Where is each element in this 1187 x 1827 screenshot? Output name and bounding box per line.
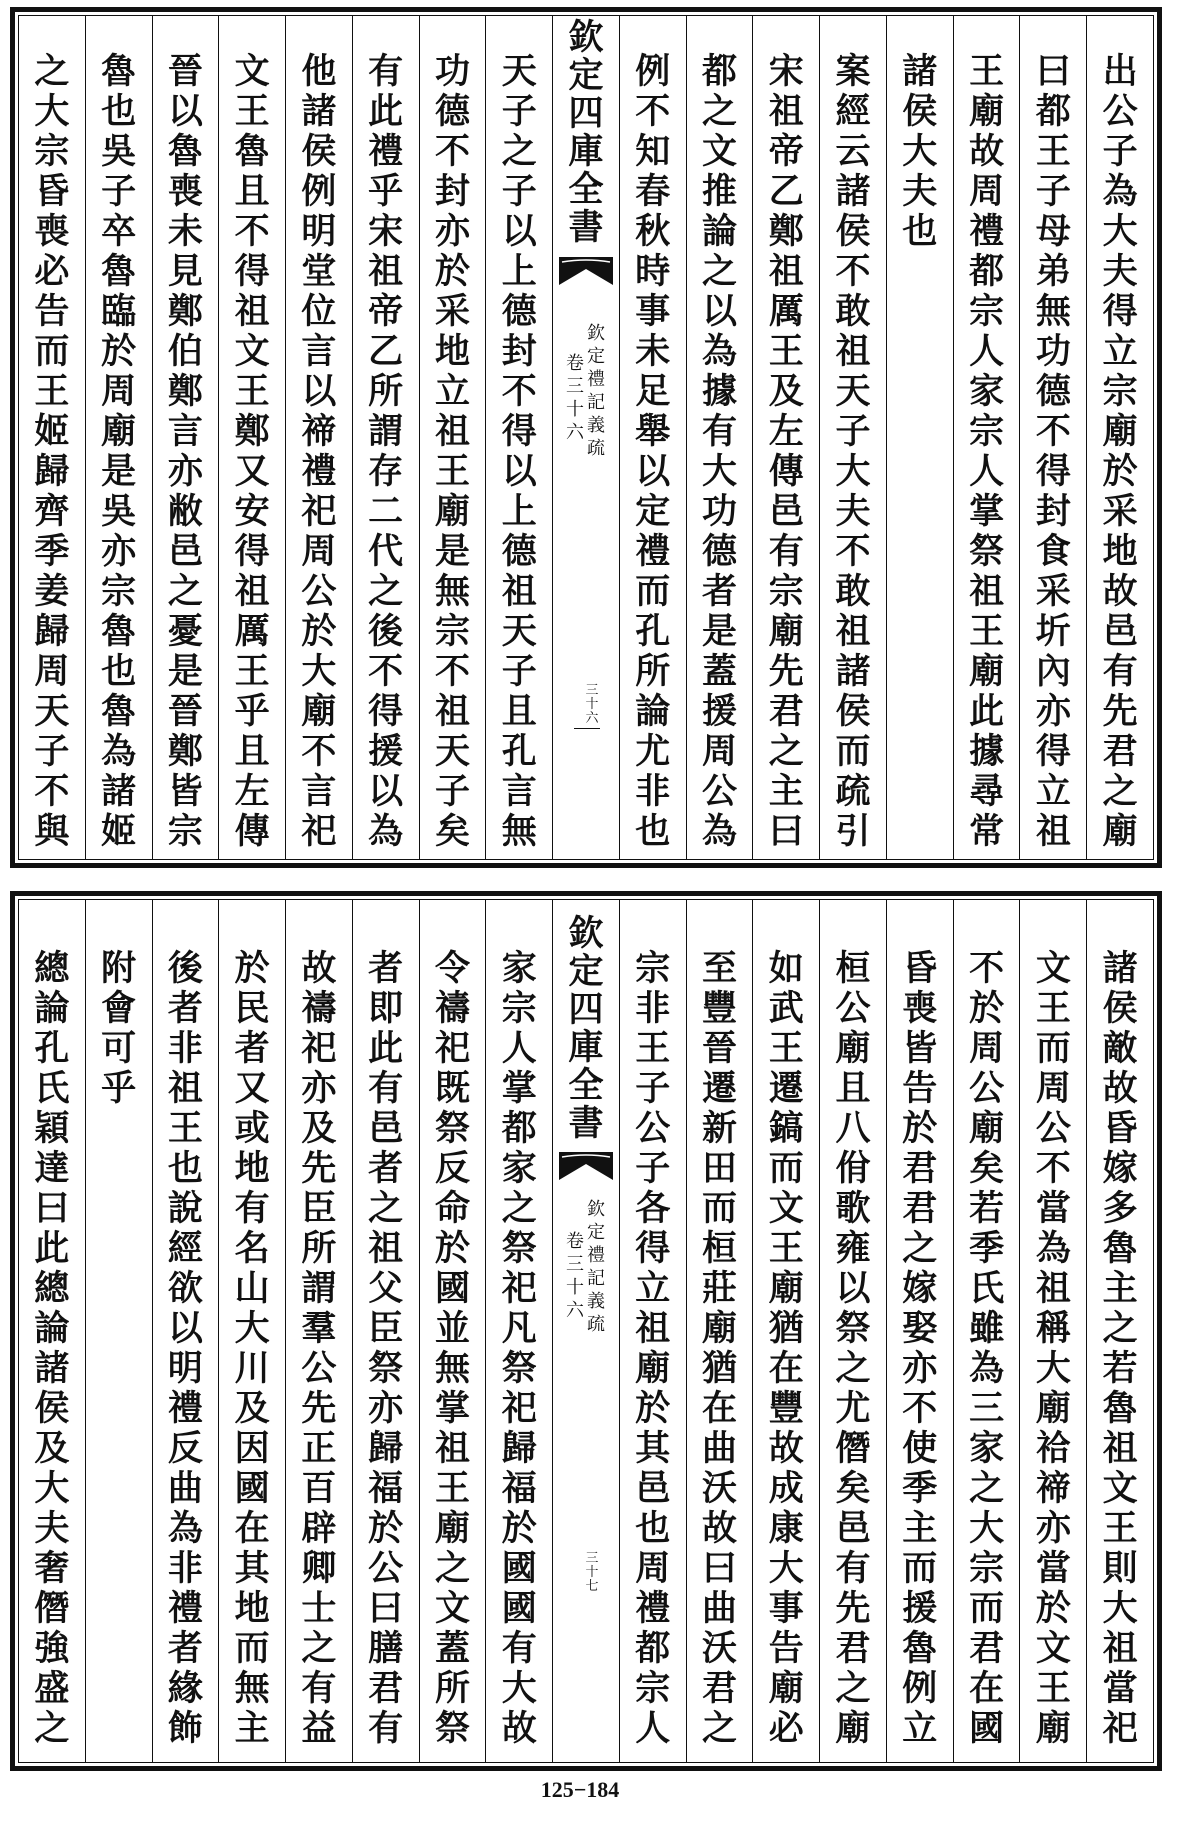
column-text: 故禱祀亦及先臣所謂羣公先正百辟卿士之有益 bbox=[301, 948, 337, 1749]
column-text: 諸侯敵故昏嫁多魯主之若魯祖文王則大祖當祀 bbox=[1102, 948, 1138, 1749]
folio-rule bbox=[574, 728, 600, 729]
column-text: 魯也吳子卒魯臨於周廟是吳亦宗魯也魯為諸姬 bbox=[101, 51, 137, 852]
column-text: 之大宗昏喪必告而王姬歸齊季姜歸周天子不與 bbox=[34, 51, 70, 852]
text-column bbox=[1019, 16, 1086, 859]
text-column bbox=[218, 900, 285, 1762]
juan-number: 卷三十六 bbox=[565, 1231, 584, 1321]
collection-title: 欽定四庫全書 bbox=[568, 17, 604, 248]
column-grid bbox=[18, 15, 1154, 860]
column-text: 宗非王子公子各得立祖廟於其邑也周禮都宗人 bbox=[635, 948, 671, 1749]
text-column bbox=[619, 900, 686, 1762]
column-text: 天子之子以上德封不得以上德祖天子且孔言無 bbox=[501, 51, 537, 852]
page-frame-top bbox=[10, 7, 1162, 868]
work-title: 欽定禮記義疏 bbox=[586, 1199, 605, 1335]
column-text: 令禱祀既祭反命於國並無掌祖王廟之文蓋所祭 bbox=[434, 948, 470, 1749]
folio-number: 三十六 bbox=[585, 683, 599, 726]
column-text: 者即此有邑者之祖父臣祭亦歸福於公曰膳君有 bbox=[368, 948, 404, 1749]
text-column bbox=[285, 900, 352, 1762]
text-column bbox=[85, 900, 152, 1762]
column-text: 他諸侯例明堂位言以禘禮祀周公於大廟不言祀 bbox=[301, 51, 337, 852]
column-text: 案經云諸侯不敢祖天子大夫不敢祖諸侯而疏引 bbox=[835, 51, 871, 852]
text-column bbox=[352, 16, 419, 859]
column-text: 昏喪皆告於君君之嫁娶亦不使季主而援魯例立 bbox=[902, 948, 938, 1749]
column-text: 晉以魯喪未見鄭伯鄭言亦敝邑之憂是晉鄭皆宗 bbox=[167, 51, 203, 852]
column-text: 家宗人掌都家之祭祀凡祭祀歸福於國國有大故 bbox=[501, 948, 537, 1749]
column-text: 總論孔氏穎達曰此總論諸侯及大夫奢僭強盛之 bbox=[34, 948, 70, 1749]
text-column bbox=[886, 900, 953, 1762]
folio-number: 三十七 bbox=[585, 1551, 599, 1594]
text-column bbox=[1086, 16, 1153, 859]
column-text: 文王而周公不當為祖稱大廟祫禘亦當於文王廟 bbox=[1035, 948, 1071, 1749]
column-text: 不於周公廟矣若季氏雖為三家之大宗而君在國 bbox=[969, 948, 1005, 1749]
text-column bbox=[285, 16, 352, 859]
text-column bbox=[819, 16, 886, 859]
column-text: 功德不封亦於采地立祖王廟是無宗不祖天子矣 bbox=[434, 51, 470, 852]
center-column bbox=[552, 16, 619, 859]
text-column bbox=[1019, 900, 1086, 1762]
text-column bbox=[752, 16, 819, 859]
fish-tail-icon bbox=[559, 1152, 613, 1182]
column-text: 都之文推論之以為據有大功德者是蓋援周公為 bbox=[702, 51, 738, 852]
text-column bbox=[686, 16, 753, 859]
column-text: 桓公廟且八佾歌雍以祭之尤僭矣邑有先君之廟 bbox=[835, 948, 871, 1749]
column-text: 有此禮乎宋祖帝乙所謂存二代之後不得援以為 bbox=[368, 51, 404, 852]
text-column bbox=[886, 16, 953, 859]
center-column bbox=[552, 900, 619, 1762]
text-column bbox=[152, 900, 219, 1762]
text-column bbox=[19, 900, 85, 1762]
text-column bbox=[218, 16, 285, 859]
column-text: 附會可乎 bbox=[101, 948, 137, 1109]
text-column bbox=[752, 900, 819, 1762]
text-column bbox=[953, 16, 1020, 859]
text-column bbox=[485, 16, 552, 859]
column-text: 文王魯且不得祖文王鄭又安得祖厲王乎且左傳 bbox=[234, 51, 270, 852]
column-text: 王廟故周禮都宗人家宗人掌祭祖王廟此據尋常 bbox=[969, 51, 1005, 852]
column-text: 於民者又或地有名山大川及因國在其地而無主 bbox=[234, 948, 270, 1749]
text-column bbox=[485, 900, 552, 1762]
text-column bbox=[686, 900, 753, 1762]
column-text: 曰都王子母弟無功德不得封食采圻內亦得立祖 bbox=[1035, 51, 1071, 852]
text-column bbox=[419, 16, 486, 859]
column-text: 宋祖帝乙鄭祖厲王及左傳邑有宗廟先君之主曰 bbox=[768, 51, 804, 852]
text-column bbox=[419, 900, 486, 1762]
text-column bbox=[85, 16, 152, 859]
column-text: 出公子為大夫得立宗廟於采地故邑有先君之廟 bbox=[1102, 51, 1138, 852]
page-frame-bottom bbox=[10, 891, 1162, 1771]
text-column bbox=[619, 16, 686, 859]
column-text: 至豐晉遷新田而桓莊廟猶在曲沃故曰曲沃君之 bbox=[702, 948, 738, 1749]
text-column bbox=[152, 16, 219, 859]
column-text: 後者非祖王也說經欲以明禮反曲為非禮者緣飾 bbox=[167, 948, 203, 1749]
fish-tail-icon bbox=[559, 257, 613, 287]
text-column bbox=[352, 900, 419, 1762]
column-text: 如武王遷鎬而文王廟猶在豐故成康大事告廟必 bbox=[768, 948, 804, 1749]
text-column bbox=[953, 900, 1020, 1762]
page-reference: 125−184 bbox=[540, 1777, 620, 1802]
collection-title: 欽定四庫全書 bbox=[568, 913, 604, 1144]
column-text: 諸侯大夫也 bbox=[902, 51, 938, 252]
column-grid bbox=[18, 899, 1154, 1763]
column-text: 例不知春秋時事未足舉以定禮而孔所論尤非也 bbox=[635, 51, 671, 852]
text-column bbox=[19, 16, 85, 859]
juan-number: 卷三十六 bbox=[565, 353, 584, 443]
text-column bbox=[1086, 900, 1153, 1762]
work-title: 欽定禮記義疏 bbox=[586, 323, 605, 459]
text-column bbox=[819, 900, 886, 1762]
